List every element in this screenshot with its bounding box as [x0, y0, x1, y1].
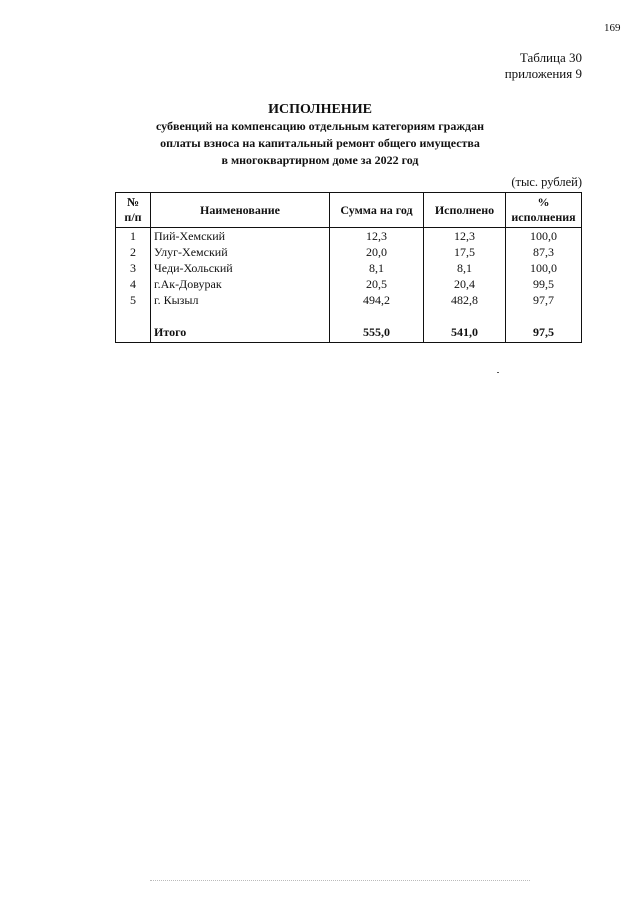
execution-table	[115, 192, 582, 343]
row-percent: 100,0	[506, 260, 582, 276]
table-row	[116, 276, 582, 292]
spacer-cell	[506, 308, 582, 322]
row-plan: 8,1	[330, 260, 424, 276]
row-done: 482,8	[424, 292, 506, 308]
table-reference	[505, 50, 582, 82]
table-row	[116, 244, 582, 260]
header-percent	[506, 193, 582, 228]
heading-line-2: оплаты взноса на капитальный ремонт общего имущества	[160, 136, 480, 150]
header-done: Исполнено	[424, 193, 506, 228]
row-name: Пий-Хемский	[151, 228, 330, 245]
heading-title: ИСПОЛНЕНИЕ	[268, 102, 372, 117]
row-done: 12,3	[424, 228, 506, 245]
spacer-row	[116, 308, 582, 322]
table-reference-line-2: приложения 9	[504, 66, 582, 81]
heading-line-1: субвенций на компенсацию отдельным категориям граждан	[155, 119, 485, 133]
row-name: Чеди-Хольский	[151, 260, 330, 276]
table-header-row	[116, 193, 582, 228]
row-name: Улуг-Хемский	[151, 244, 330, 260]
document-heading	[0, 101, 640, 169]
row-plan: 20,5	[330, 276, 424, 292]
total-done: 541,0	[424, 322, 506, 343]
table-row	[116, 228, 582, 245]
spacer-cell	[151, 308, 330, 322]
scan-mark	[497, 372, 499, 373]
table-header	[116, 193, 582, 228]
heading-line-3: в многоквартирном доме за 2022 год	[221, 153, 419, 167]
row-name: г. Кызыл	[151, 292, 330, 308]
row-percent: 100,0	[506, 228, 582, 245]
total-percent: 97,5	[506, 322, 582, 343]
row-plan: 12,3	[330, 228, 424, 245]
header-name: Наименование	[151, 193, 330, 228]
page-number: 169	[604, 22, 621, 34]
spacer-cell	[116, 308, 151, 322]
table-row	[116, 260, 582, 276]
row-number: 3	[116, 260, 151, 276]
row-number: 2	[116, 244, 151, 260]
total-number	[116, 322, 151, 343]
units-label: (тыс. рублей)	[511, 175, 582, 189]
row-percent: 99,5	[506, 276, 582, 292]
total-row	[116, 322, 582, 343]
total-name: Итого	[151, 322, 330, 343]
row-number: 1	[116, 228, 151, 245]
header-percent-line-1: %	[537, 195, 550, 209]
row-plan: 20,0	[330, 244, 424, 260]
header-number	[116, 193, 151, 228]
row-done: 17,5	[424, 244, 506, 260]
table-row	[116, 292, 582, 308]
spacer-cell	[330, 308, 424, 322]
spacer-cell	[424, 308, 506, 322]
row-done: 20,4	[424, 276, 506, 292]
table-reference-line-1: Таблица 30	[519, 50, 582, 65]
row-percent: 97,7	[506, 292, 582, 308]
table-body	[116, 228, 582, 343]
header-number-line-2: п/п	[124, 210, 142, 224]
row-done: 8,1	[424, 260, 506, 276]
row-number: 5	[116, 292, 151, 308]
row-percent: 87,3	[506, 244, 582, 260]
row-plan: 494,2	[330, 292, 424, 308]
header-number-line-1: №	[126, 195, 140, 209]
row-name: г.Ак-Довурак	[151, 276, 330, 292]
scan-bottom-edge	[150, 880, 530, 881]
row-number: 4	[116, 276, 151, 292]
header-percent-line-2: исполнения	[511, 210, 576, 224]
total-plan: 555,0	[330, 322, 424, 343]
header-plan: Сумма на год	[330, 193, 424, 228]
